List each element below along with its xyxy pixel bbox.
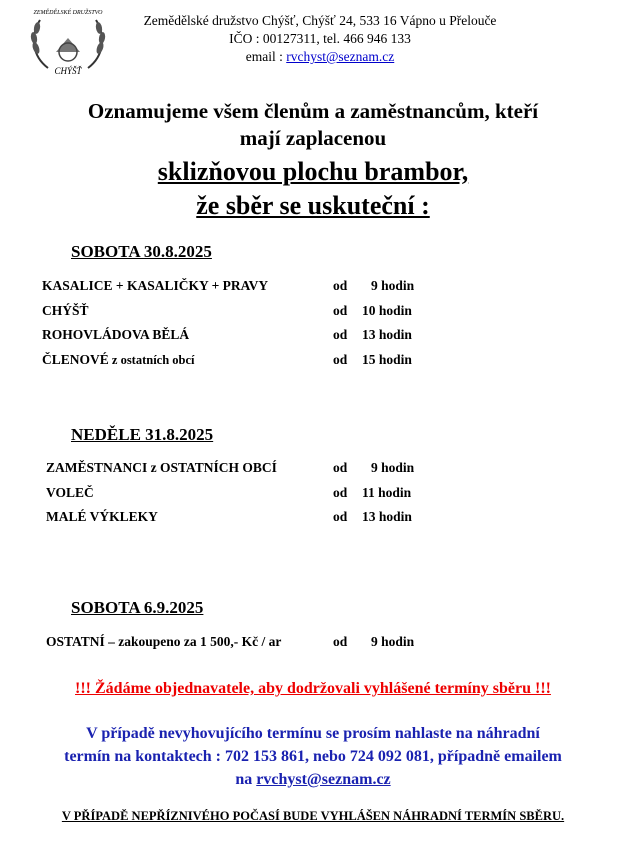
intro-headline-text: sklizňovou plochu brambor, bbox=[157, 157, 469, 186]
header-ico-phone: IČO : 00127311, tel. 466 946 133 bbox=[229, 31, 411, 46]
schedule-row-od: od bbox=[333, 327, 348, 342]
note-line-1: V případě nevyhovujícího termínu se prosím nahlaste na náhradní bbox=[86, 725, 540, 742]
schedule-row-od: od bbox=[333, 460, 348, 475]
intro-headline bbox=[20, 157, 606, 187]
schedule-row-time: 13 hodin bbox=[362, 509, 412, 524]
footer-notice: V PŘÍPADĚ NEPŘÍZNIVÉHO POČASÍ BUDE VYHLÁŠEN NÁHRADNÍ TERMÍN SBĚRU. bbox=[61, 809, 565, 823]
schedule-row-name: CHÝŠŤ bbox=[42, 303, 89, 318]
header-email-line bbox=[120, 48, 520, 66]
schedule-row-name-rest: z ostatních obcí bbox=[108, 353, 195, 367]
intro-subheadline-text: že sběr se uskuteční : bbox=[196, 191, 430, 220]
note-line-2: termín na kontaktech : 702 153 861, nebo 724 092 081, případně emailem bbox=[64, 748, 562, 765]
schedule-row-time: 9 hodin bbox=[371, 278, 415, 293]
schedule-row-name bbox=[42, 352, 195, 368]
schedule-row-time: 10 hodin bbox=[362, 303, 412, 318]
header-address: Zemědělské družstvo Chýšť, Chýšť 24, 533 16 Vápno u Přelouče bbox=[143, 13, 497, 28]
schedule-row-name bbox=[46, 634, 281, 650]
warning-text: !!! Žádáme objednavatele, aby dodržovali vyhlášené termíny sběru !!! bbox=[75, 680, 551, 697]
schedule-row-name: KASALICE + KASALIČKY + PRAVY bbox=[42, 278, 269, 293]
schedule-row-name: VOLEČ bbox=[46, 485, 94, 500]
day-heading: SOBOTA 6.9.2025 bbox=[71, 598, 204, 617]
intro-subheadline bbox=[20, 191, 606, 221]
note-email-link[interactable]: rvchyst@seznam.cz bbox=[256, 771, 391, 788]
schedule-row-name: MALÉ VÝKLEKY bbox=[46, 509, 158, 524]
schedule-row-time: 9 hodin bbox=[371, 460, 415, 475]
schedule-row-time: 13 hodin bbox=[362, 327, 412, 342]
schedule-row-od: od bbox=[333, 303, 348, 318]
intro-line-1: Oznamujeme všem členům a zaměstnancům, kteří bbox=[87, 99, 539, 123]
note-line-3 bbox=[10, 768, 616, 791]
schedule-row-od: od bbox=[333, 278, 348, 293]
schedule-row-time: 9 hodin bbox=[371, 634, 415, 649]
header-email-prefix: email : bbox=[245, 49, 287, 64]
day-heading: SOBOTA 30.8.2025 bbox=[71, 242, 212, 261]
header-email-link[interactable]: rvchyst@seznam.cz bbox=[286, 49, 395, 64]
schedule-row-name-bold: OSTATNÍ bbox=[46, 634, 105, 649]
schedule-row-time: 11 hodin bbox=[362, 485, 412, 500]
schedule-row-name-rest: z OSTATNÍCH OBCÍ bbox=[147, 460, 277, 475]
schedule-row-name-bold: ČLENOVÉ bbox=[42, 352, 109, 367]
schedule-row-od: od bbox=[333, 485, 348, 500]
schedule-row-name-rest: – zakoupeno za 1 500,- Kč / ar bbox=[104, 634, 282, 649]
intro-line-2: mají zaplacenou bbox=[239, 126, 387, 150]
schedule-row-name bbox=[46, 460, 277, 476]
schedule-row-name: ROHOVLÁDOVA BĚLÁ bbox=[42, 327, 190, 342]
note-email-prefix: na bbox=[235, 771, 257, 788]
schedule-row-od: od bbox=[333, 352, 348, 367]
cooperative-logo bbox=[26, 8, 110, 78]
schedule-row-od: od bbox=[333, 634, 348, 649]
logo-text-bottom: CHÝŠŤ bbox=[54, 66, 82, 76]
logo-text-top: ZEMĚDĚLSKÉ DRUŽSTVO bbox=[33, 10, 103, 16]
schedule-row-od: od bbox=[333, 509, 348, 524]
day-heading: NEDĚLE 31.8.2025 bbox=[71, 425, 214, 444]
schedule-row-name-bold: ZAMĚSTNANCI bbox=[46, 460, 148, 475]
schedule-row-time: 15 hodin bbox=[362, 352, 412, 367]
